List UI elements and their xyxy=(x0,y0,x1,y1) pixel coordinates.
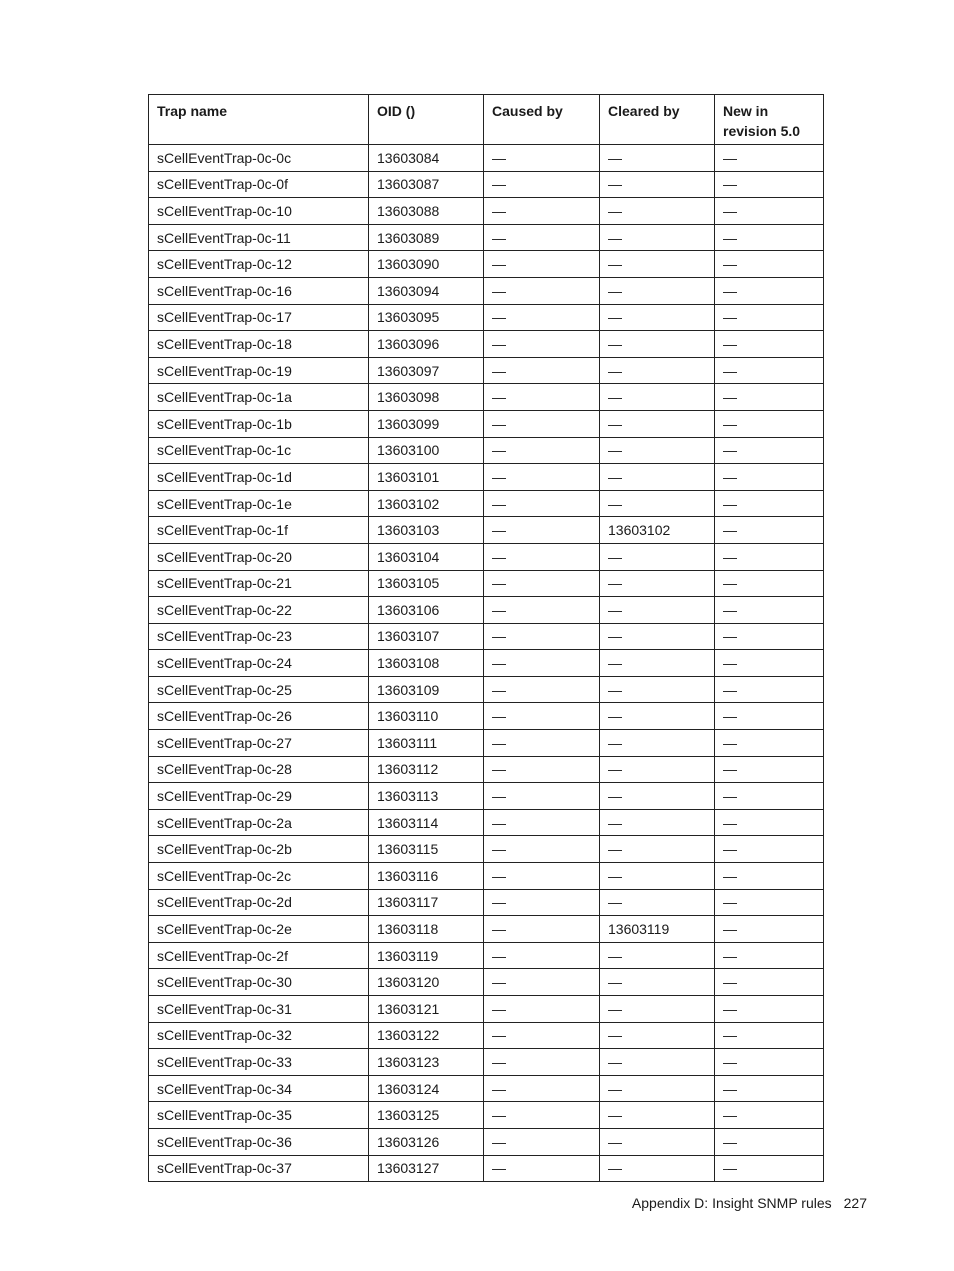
cleared-by-cell: — xyxy=(600,145,715,172)
trap-name-cell: sCellEventTrap-0c-1e xyxy=(149,490,369,517)
caused-by-cell: — xyxy=(484,623,600,650)
trap-name-cell: sCellEventTrap-0c-22 xyxy=(149,597,369,624)
trap-name-cell: sCellEventTrap-0c-1b xyxy=(149,410,369,437)
caused-by-cell: — xyxy=(484,198,600,225)
new-in-revision-cell: — xyxy=(715,1022,824,1049)
oid-cell: 13603098 xyxy=(369,384,484,411)
cleared-by-cell: — xyxy=(600,198,715,225)
table-row xyxy=(149,1075,824,1102)
caused-by-cell: — xyxy=(484,783,600,810)
new-in-revision-cell: — xyxy=(715,783,824,810)
table-row xyxy=(149,1128,824,1155)
trap-name-cell: sCellEventTrap-0c-23 xyxy=(149,623,369,650)
table-row xyxy=(149,251,824,278)
header-trap-name: Trap name xyxy=(149,95,369,145)
new-in-revision-cell: — xyxy=(715,277,824,304)
caused-by-cell: — xyxy=(484,517,600,544)
cleared-by-cell: — xyxy=(600,1075,715,1102)
new-in-revision-cell: — xyxy=(715,517,824,544)
new-in-revision-cell: — xyxy=(715,384,824,411)
oid-cell: 13603122 xyxy=(369,1022,484,1049)
caused-by-cell: — xyxy=(484,304,600,331)
oid-cell: 13603124 xyxy=(369,1075,484,1102)
caused-by-cell: — xyxy=(484,836,600,863)
caused-by-cell: — xyxy=(484,410,600,437)
caused-by-cell: — xyxy=(484,889,600,916)
trap-name-cell: sCellEventTrap-0c-34 xyxy=(149,1075,369,1102)
caused-by-cell: — xyxy=(484,1049,600,1076)
trap-name-cell: sCellEventTrap-0c-36 xyxy=(149,1128,369,1155)
cleared-by-cell: — xyxy=(600,331,715,358)
trap-name-cell: sCellEventTrap-0c-11 xyxy=(149,224,369,251)
cleared-by-cell: — xyxy=(600,357,715,384)
cleared-by-cell: — xyxy=(600,384,715,411)
cleared-by-cell: — xyxy=(600,863,715,890)
cleared-by-cell: — xyxy=(600,1128,715,1155)
new-in-revision-cell: — xyxy=(715,410,824,437)
caused-by-cell: — xyxy=(484,730,600,757)
caused-by-cell: — xyxy=(484,703,600,730)
caused-by-cell: — xyxy=(484,145,600,172)
trap-name-cell: sCellEventTrap-0c-24 xyxy=(149,650,369,677)
table-row xyxy=(149,916,824,943)
header-new-in-revision: New in revision 5.0 xyxy=(715,95,824,145)
trap-name-cell: sCellEventTrap-0c-2b xyxy=(149,836,369,863)
table-row xyxy=(149,730,824,757)
caused-by-cell: — xyxy=(484,331,600,358)
caused-by-cell: — xyxy=(484,490,600,517)
header-row xyxy=(149,95,824,145)
table-row xyxy=(149,490,824,517)
new-in-revision-cell: — xyxy=(715,570,824,597)
table-row xyxy=(149,331,824,358)
cleared-by-cell: — xyxy=(600,490,715,517)
trap-name-cell: sCellEventTrap-0c-10 xyxy=(149,198,369,225)
caused-by-cell: — xyxy=(484,1155,600,1182)
oid-cell: 13603116 xyxy=(369,863,484,890)
oid-cell: 13603108 xyxy=(369,650,484,677)
oid-cell: 13603113 xyxy=(369,783,484,810)
new-in-revision-cell: — xyxy=(715,543,824,570)
oid-cell: 13603090 xyxy=(369,251,484,278)
cleared-by-cell: — xyxy=(600,410,715,437)
trap-name-cell: sCellEventTrap-0c-2d xyxy=(149,889,369,916)
trap-name-cell: sCellEventTrap-0c-28 xyxy=(149,756,369,783)
caused-by-cell: — xyxy=(484,969,600,996)
oid-cell: 13603101 xyxy=(369,464,484,491)
trap-name-cell: sCellEventTrap-0c-1a xyxy=(149,384,369,411)
caused-by-cell: — xyxy=(484,676,600,703)
cleared-by-cell: — xyxy=(600,304,715,331)
table-row xyxy=(149,676,824,703)
table-row xyxy=(149,1049,824,1076)
oid-cell: 13603095 xyxy=(369,304,484,331)
table-row xyxy=(149,1155,824,1182)
new-in-revision-cell: — xyxy=(715,490,824,517)
cleared-by-cell: — xyxy=(600,464,715,491)
oid-cell: 13603103 xyxy=(369,517,484,544)
new-in-revision-cell: — xyxy=(715,145,824,172)
header-oid: OID () xyxy=(369,95,484,145)
trap-name-cell: sCellEventTrap-0c-1f xyxy=(149,517,369,544)
table-row xyxy=(149,623,824,650)
table-row xyxy=(149,145,824,172)
cleared-by-cell: 13603102 xyxy=(600,517,715,544)
cleared-by-cell: — xyxy=(600,1022,715,1049)
new-in-revision-cell: — xyxy=(715,703,824,730)
oid-cell: 13603119 xyxy=(369,942,484,969)
oid-cell: 13603088 xyxy=(369,198,484,225)
cleared-by-cell: — xyxy=(600,1102,715,1129)
table-row xyxy=(149,410,824,437)
table-row xyxy=(149,437,824,464)
cleared-by-cell: — xyxy=(600,437,715,464)
new-in-revision-cell: — xyxy=(715,171,824,198)
cleared-by-cell: — xyxy=(600,942,715,969)
caused-by-cell: — xyxy=(484,809,600,836)
cleared-by-cell: — xyxy=(600,623,715,650)
caused-by-cell: — xyxy=(484,996,600,1023)
cleared-by-cell: — xyxy=(600,809,715,836)
trap-name-cell: sCellEventTrap-0c-29 xyxy=(149,783,369,810)
cleared-by-cell: — xyxy=(600,969,715,996)
oid-cell: 13603084 xyxy=(369,145,484,172)
trap-name-cell: sCellEventTrap-0c-21 xyxy=(149,570,369,597)
cleared-by-cell: — xyxy=(600,836,715,863)
trap-name-cell: sCellEventTrap-0c-18 xyxy=(149,331,369,358)
table-row xyxy=(149,969,824,996)
trap-name-cell: sCellEventTrap-0c-30 xyxy=(149,969,369,996)
cleared-by-cell: — xyxy=(600,570,715,597)
new-in-revision-cell: — xyxy=(715,809,824,836)
new-in-revision-cell: — xyxy=(715,650,824,677)
table-row xyxy=(149,543,824,570)
table-header xyxy=(149,95,824,145)
table-row xyxy=(149,809,824,836)
table-row xyxy=(149,756,824,783)
trap-name-cell: sCellEventTrap-0c-20 xyxy=(149,543,369,570)
oid-cell: 13603097 xyxy=(369,357,484,384)
cleared-by-cell: — xyxy=(600,277,715,304)
page-number: 227 xyxy=(843,1195,867,1211)
trap-name-cell: sCellEventTrap-0c-17 xyxy=(149,304,369,331)
caused-by-cell: — xyxy=(484,277,600,304)
oid-cell: 13603123 xyxy=(369,1049,484,1076)
oid-cell: 13603089 xyxy=(369,224,484,251)
table-row xyxy=(149,836,824,863)
table-row xyxy=(149,996,824,1023)
cleared-by-cell: — xyxy=(600,171,715,198)
new-in-revision-cell: — xyxy=(715,756,824,783)
caused-by-cell: — xyxy=(484,570,600,597)
table-row xyxy=(149,783,824,810)
oid-cell: 13603117 xyxy=(369,889,484,916)
header-cleared-by: Cleared by xyxy=(600,95,715,145)
table-row xyxy=(149,650,824,677)
cleared-by-cell: — xyxy=(600,1155,715,1182)
cleared-by-cell: — xyxy=(600,783,715,810)
trap-name-cell: sCellEventTrap-0c-33 xyxy=(149,1049,369,1076)
cleared-by-cell: — xyxy=(600,224,715,251)
cleared-by-cell: — xyxy=(600,756,715,783)
table-row xyxy=(149,1102,824,1129)
table-row xyxy=(149,384,824,411)
caused-by-cell: — xyxy=(484,1075,600,1102)
caused-by-cell: — xyxy=(484,384,600,411)
table-row xyxy=(149,942,824,969)
oid-cell: 13603094 xyxy=(369,277,484,304)
trap-name-cell: sCellEventTrap-0c-31 xyxy=(149,996,369,1023)
new-in-revision-cell: — xyxy=(715,1155,824,1182)
trap-name-cell: sCellEventTrap-0c-2f xyxy=(149,942,369,969)
caused-by-cell: — xyxy=(484,1022,600,1049)
oid-cell: 13603127 xyxy=(369,1155,484,1182)
oid-cell: 13603109 xyxy=(369,676,484,703)
oid-cell: 13603100 xyxy=(369,437,484,464)
oid-cell: 13603104 xyxy=(369,543,484,570)
trap-name-cell: sCellEventTrap-0c-26 xyxy=(149,703,369,730)
cleared-by-cell: — xyxy=(600,703,715,730)
table-row xyxy=(149,863,824,890)
trap-name-cell: sCellEventTrap-0c-0c xyxy=(149,145,369,172)
cleared-by-cell: — xyxy=(600,889,715,916)
caused-by-cell: — xyxy=(484,543,600,570)
trap-name-cell: sCellEventTrap-0c-25 xyxy=(149,676,369,703)
new-in-revision-cell: — xyxy=(715,863,824,890)
caused-by-cell: — xyxy=(484,1128,600,1155)
caused-by-cell: — xyxy=(484,251,600,278)
cleared-by-cell: — xyxy=(600,996,715,1023)
new-in-revision-cell: — xyxy=(715,224,824,251)
cleared-by-cell: — xyxy=(600,650,715,677)
table-row xyxy=(149,224,824,251)
new-in-revision-cell: — xyxy=(715,996,824,1023)
oid-cell: 13603112 xyxy=(369,756,484,783)
oid-cell: 13603102 xyxy=(369,490,484,517)
oid-cell: 13603121 xyxy=(369,996,484,1023)
header-caused-by: Caused by xyxy=(484,95,600,145)
new-in-revision-cell: — xyxy=(715,969,824,996)
trap-name-cell: sCellEventTrap-0c-2c xyxy=(149,863,369,890)
cleared-by-cell: 13603119 xyxy=(600,916,715,943)
caused-by-cell: — xyxy=(484,942,600,969)
new-in-revision-cell: — xyxy=(715,889,824,916)
oid-cell: 13603120 xyxy=(369,969,484,996)
new-in-revision-cell: — xyxy=(715,676,824,703)
footer-section-title: Appendix D: Insight SNMP rules xyxy=(631,1195,832,1211)
trap-name-cell: sCellEventTrap-0c-0f xyxy=(149,171,369,198)
table-row xyxy=(149,171,824,198)
page-footer xyxy=(632,1195,867,1211)
caused-by-cell: — xyxy=(484,1102,600,1129)
table-row xyxy=(149,198,824,225)
cleared-by-cell: — xyxy=(600,543,715,570)
caused-by-cell: — xyxy=(484,437,600,464)
new-in-revision-cell: — xyxy=(715,836,824,863)
new-in-revision-cell: — xyxy=(715,942,824,969)
trap-name-cell: sCellEventTrap-0c-2a xyxy=(149,809,369,836)
new-in-revision-cell: — xyxy=(715,1075,824,1102)
oid-cell: 13603099 xyxy=(369,410,484,437)
oid-cell: 13603105 xyxy=(369,570,484,597)
new-in-revision-cell: — xyxy=(715,198,824,225)
oid-cell: 13603096 xyxy=(369,331,484,358)
cleared-by-cell: — xyxy=(600,676,715,703)
table-row xyxy=(149,517,824,544)
table-row xyxy=(149,1022,824,1049)
trap-name-cell: sCellEventTrap-0c-1c xyxy=(149,437,369,464)
trap-name-cell: sCellEventTrap-0c-32 xyxy=(149,1022,369,1049)
table-row xyxy=(149,464,824,491)
oid-cell: 13603111 xyxy=(369,730,484,757)
new-in-revision-cell: — xyxy=(715,357,824,384)
caused-by-cell: — xyxy=(484,916,600,943)
oid-cell: 13603107 xyxy=(369,623,484,650)
table-row xyxy=(149,304,824,331)
oid-cell: 13603115 xyxy=(369,836,484,863)
new-in-revision-cell: — xyxy=(715,1102,824,1129)
trap-name-cell: sCellEventTrap-0c-2e xyxy=(149,916,369,943)
new-in-revision-cell: — xyxy=(715,1049,824,1076)
caused-by-cell: — xyxy=(484,597,600,624)
caused-by-cell: — xyxy=(484,224,600,251)
table-row xyxy=(149,597,824,624)
table-row xyxy=(149,889,824,916)
caused-by-cell: — xyxy=(484,357,600,384)
new-in-revision-cell: — xyxy=(715,251,824,278)
table-row xyxy=(149,357,824,384)
table-body xyxy=(149,145,824,1182)
caused-by-cell: — xyxy=(484,650,600,677)
table-row xyxy=(149,277,824,304)
trap-name-cell: sCellEventTrap-0c-19 xyxy=(149,357,369,384)
trap-name-cell: sCellEventTrap-0c-1d xyxy=(149,464,369,491)
new-in-revision-cell: — xyxy=(715,1128,824,1155)
oid-cell: 13603118 xyxy=(369,916,484,943)
trap-name-cell: sCellEventTrap-0c-16 xyxy=(149,277,369,304)
new-in-revision-cell: — xyxy=(715,730,824,757)
new-in-revision-cell: — xyxy=(715,304,824,331)
cleared-by-cell: — xyxy=(600,1049,715,1076)
oid-cell: 13603125 xyxy=(369,1102,484,1129)
caused-by-cell: — xyxy=(484,756,600,783)
trap-name-cell: sCellEventTrap-0c-12 xyxy=(149,251,369,278)
new-in-revision-cell: — xyxy=(715,623,824,650)
new-in-revision-cell: — xyxy=(715,331,824,358)
oid-cell: 13603087 xyxy=(369,171,484,198)
new-in-revision-cell: — xyxy=(715,464,824,491)
oid-cell: 13603126 xyxy=(369,1128,484,1155)
caused-by-cell: — xyxy=(484,171,600,198)
cleared-by-cell: — xyxy=(600,730,715,757)
cleared-by-cell: — xyxy=(600,597,715,624)
trap-name-cell: sCellEventTrap-0c-35 xyxy=(149,1102,369,1129)
oid-cell: 13603110 xyxy=(369,703,484,730)
new-in-revision-cell: — xyxy=(715,437,824,464)
oid-cell: 13603114 xyxy=(369,809,484,836)
table-row xyxy=(149,570,824,597)
oid-cell: 13603106 xyxy=(369,597,484,624)
cleared-by-cell: — xyxy=(600,251,715,278)
caused-by-cell: — xyxy=(484,464,600,491)
trap-table xyxy=(148,94,824,1182)
new-in-revision-cell: — xyxy=(715,597,824,624)
trap-name-cell: sCellEventTrap-0c-37 xyxy=(149,1155,369,1182)
caused-by-cell: — xyxy=(484,863,600,890)
new-in-revision-cell: — xyxy=(715,916,824,943)
table-row xyxy=(149,703,824,730)
trap-name-cell: sCellEventTrap-0c-27 xyxy=(149,730,369,757)
